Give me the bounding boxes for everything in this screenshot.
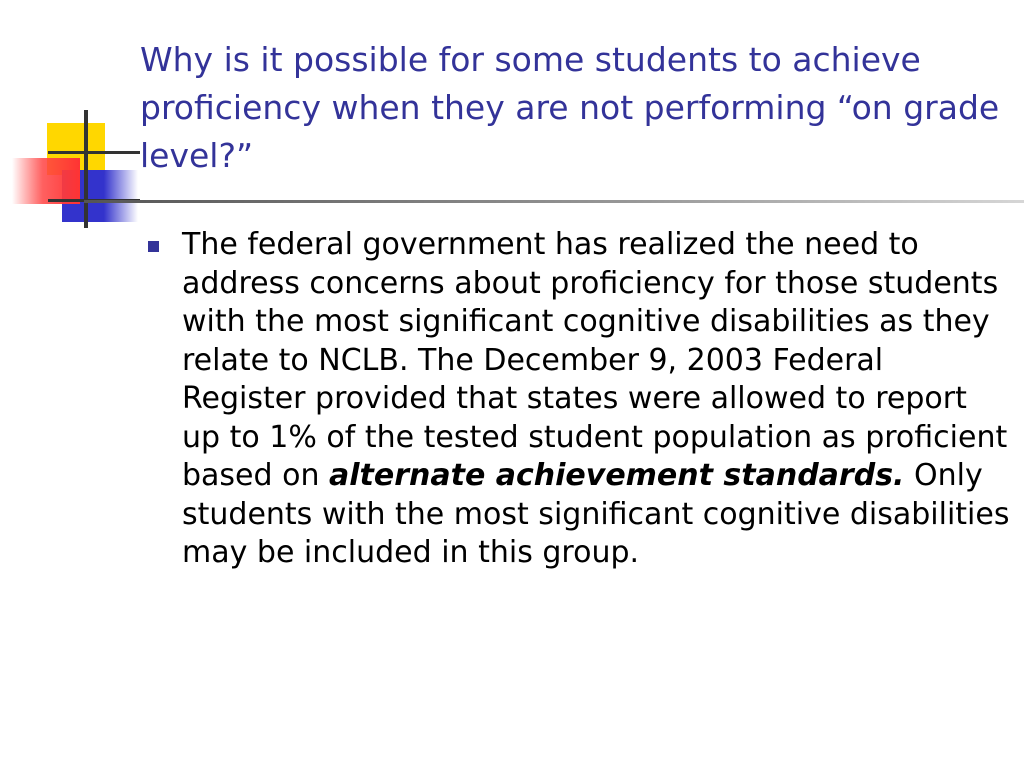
bullet-text-start: The federal government has realized the need to address concerns about proficiency for those students with the most significant cognitive disabilities as they relate to NCLB. The December 9, 2003 Federal Register provided that states were allowed to report up to 1% of the tested student population as proficient based on xyxy=(182,227,1008,493)
bullet-emphasis: alternate achievement standards. xyxy=(329,458,905,493)
slide-body xyxy=(140,226,1010,573)
bullet-item xyxy=(140,226,1010,573)
square-bullet-icon xyxy=(148,241,159,252)
red-square xyxy=(12,158,80,204)
slide-title: Why is it possible for some students to achieve proficiency when they are not performing “on grade level?” xyxy=(140,40,1000,175)
title-underline xyxy=(84,200,1024,203)
cross-rule-upper xyxy=(48,151,140,154)
bullet-text-end: Only students with the most significant cognitive disabilities may be included in this group. xyxy=(182,458,1010,570)
vertical-rule xyxy=(84,110,88,228)
